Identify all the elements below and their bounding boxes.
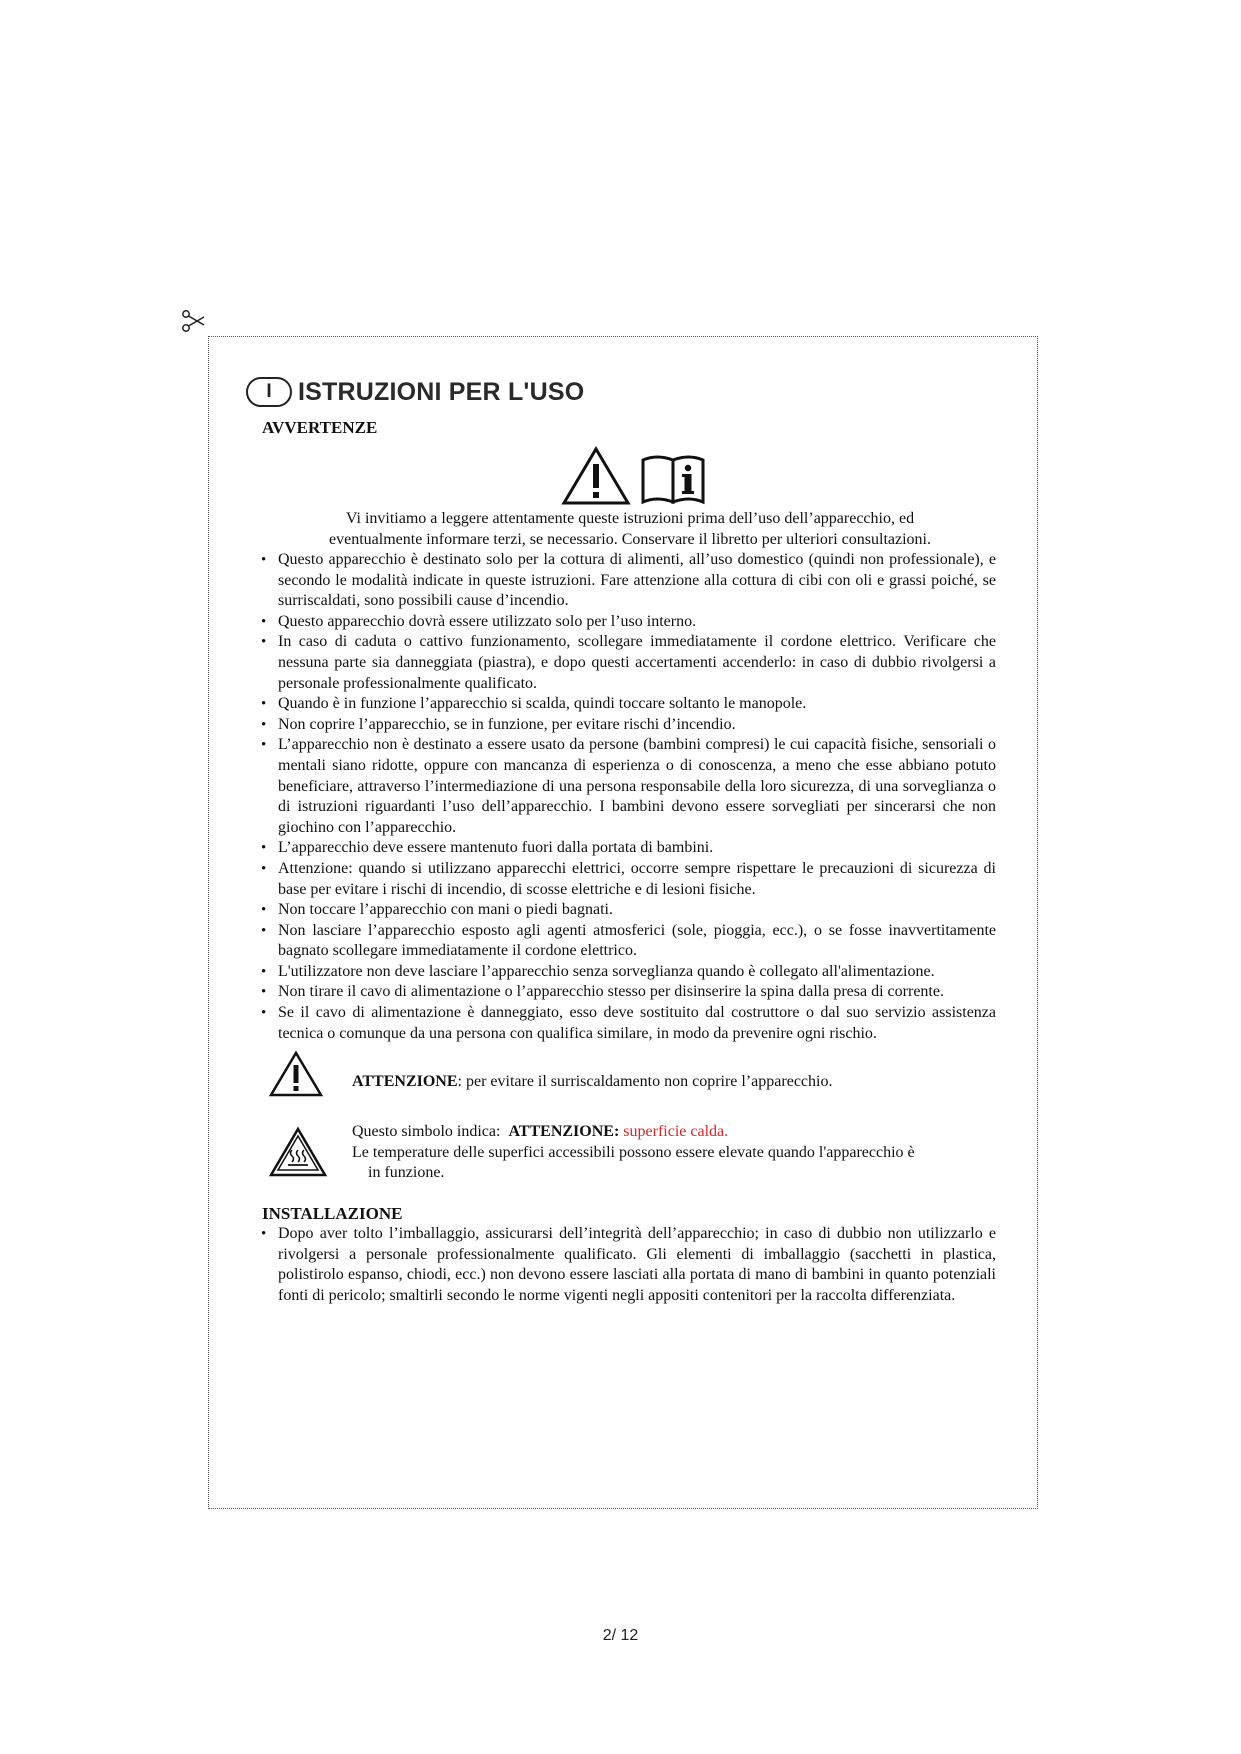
hot-surface-line-2: Le temperature delle superfici accessibili possono essere elevate quando l'apparecchio è	[352, 1143, 915, 1161]
warning-triangle-icon	[561, 446, 631, 506]
attention-notice	[268, 1050, 996, 1102]
warning-triangle-icon	[268, 1050, 324, 1098]
avvertenze-heading: AVVERTENZE	[262, 418, 378, 437]
list-item: • Non coprire l’apparecchio, se in funzione, per evitare rischi d’incendio.	[278, 715, 996, 736]
intro-line-2: eventualmente informare terzi, se necessario. Conservare il libretto per ulteriori consultazioni.	[329, 530, 931, 548]
list-item: • Questo apparecchio è destinato solo per la cottura di alimenti, all’uso domestico (quindi non professionale), e secondo le modalità indicate in queste istruzioni. Fare attenzione alla cottura di cibi con oli e grassi poiché, se surriscaldati, sono possibili cause d’incendio.	[278, 550, 996, 612]
language-badge: I	[246, 377, 292, 407]
hot-surface-prefix: Questo simbolo indica:	[352, 1123, 501, 1141]
list-item: • Non toccare l’apparecchio con mani o piedi bagnati.	[278, 900, 996, 921]
hot-surface-label: ATTENZIONE:	[508, 1123, 620, 1141]
warning-icons	[272, 446, 996, 506]
list-item: • Non tirare il cavo di alimentazione o l’apparecchio stesso per disinserire la spina dalla presa di corrente.	[278, 982, 996, 1003]
list-item: • In caso di caduta o cattivo funzionamento, scollegare immediatamente il cordone elettrico. Verificare che nessuna parte sia danneggiata (piastra), e dopo questi accertamenti accenderlo: in caso di dubbio rivolgersi a personale professionalmente qualificato.	[278, 632, 996, 694]
attention-message: : per evitare il surriscaldamento non coprire l’apparecchio.	[457, 1073, 833, 1091]
list-item: • Quando è in funzione l’apparecchio si scalda, quindi toccare soltanto le manopole.	[278, 694, 996, 715]
page-number: 2/ 12	[602, 1627, 639, 1644]
list-item: • L’apparecchio non è destinato a essere usato da persone (bambini compresi) le cui capacità fisiche, sensoriali o mentali siano ridotte, oppure con mancanza di esperienza o di conoscenza, a meno che esse abbiano potuto beneficiare, attraverso l’intermediazione di una persona responsabile della loro sicurezza, di una sorveglianza o di istruzioni riguardanti l’uso dell’apparecchio. I bambini devono essere sorvegliati per sincerarsi che non giochino con l’apparecchio.	[278, 735, 996, 838]
intro-text	[244, 509, 996, 550]
hot-surface-text	[268, 1122, 996, 1184]
installazione-list	[244, 1224, 996, 1306]
document-content	[244, 372, 996, 1306]
list-item: • Dopo aver tolto l’imballaggio, assicurarsi dell’integrità dell’apparecchio; in caso di dubbio non utilizzarlo e rivolgersi a personale professionalmente qualificato. Gli elementi di imballaggio (sacchetti in plastica, polistirolo espanso, chiodi, ecc.) non devono essere lasciati alla portata di mano di bambini in quanto potenziali fonti di pericolo; smaltirli secondo le norme vigenti negli appositi contenitori per la raccolta differenziata.	[278, 1224, 996, 1306]
avvertenze-list	[244, 550, 996, 1044]
installazione-heading: INSTALLAZIONE	[262, 1204, 403, 1224]
hot-surface-warning: superficie calda.	[623, 1123, 729, 1141]
hot-surface-icon	[268, 1126, 328, 1178]
list-item: • Se il cavo di alimentazione è danneggiato, esso deve sostituito dal costruttore o dal suo servizio assistenza tecnica o comunque da una persona con qualifica similare, in modo da prevenire ogni rischio.	[278, 1003, 996, 1044]
attention-text	[268, 1050, 996, 1093]
list-item: • L'utilizzatore non deve lasciare l’apparecchio senza sorveglianza quando è collegato all'alimentazione.	[278, 962, 996, 983]
list-item: • Questo apparecchio dovrà essere utilizzato solo per l’uso interno.	[278, 612, 996, 633]
intro-line-1: Vi invitiamo a leggere attentamente queste istruzioni prima dell’uso dell’apparecchio, ed	[345, 510, 915, 527]
list-item: • Attenzione: quando si utilizzano apparecchi elettrici, occorre sempre rispettare le precauzioni di sicurezza di base per evitare i rischi di incendio, di scosse elettriche e di lesioni fisiche.	[278, 859, 996, 900]
attention-label: ATTENZIONE	[352, 1073, 458, 1091]
document-title: ISTRUZIONI PER L'USO	[298, 377, 585, 406]
language-header	[246, 372, 996, 412]
list-item: • Non lasciare l’apparecchio esposto agli agenti atmosferici (sole, pioggia, ecc.), o se fosse inavvertitamente bagnato scollegare immediatamente il cordone elettrico.	[278, 921, 996, 962]
hot-surface-notice	[268, 1122, 996, 1184]
hot-surface-line-3: in funzione.	[368, 1164, 445, 1182]
manual-info-icon	[639, 454, 707, 506]
list-item: • L’apparecchio deve essere mantenuto fuori dalla portata di bambini.	[278, 838, 996, 859]
scissors-icon	[180, 308, 206, 334]
